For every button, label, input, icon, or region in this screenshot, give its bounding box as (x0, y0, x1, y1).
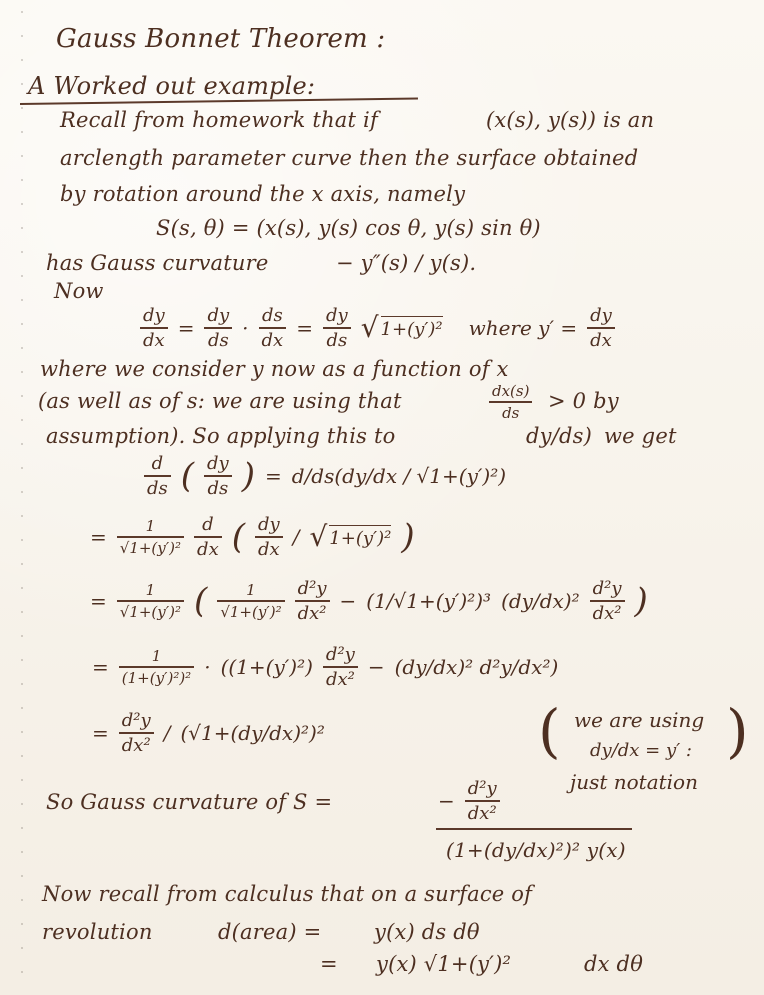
equals-sign-5: = (90, 589, 107, 614)
minus-sign-2: − (367, 655, 385, 680)
paragraph-line-4: S(s, θ) = (x(s), y(s) cos θ, y(s) sin θ) (156, 216, 541, 240)
page-subtitle: A Worked out example: (28, 72, 316, 100)
fraction-dy-ds-1: $\frac{dy}{ds}$ (204, 307, 232, 350)
paragraph-line-10: So Gauss curvature of S = (46, 790, 333, 814)
paragraph-line-8b: > 0 by (548, 389, 619, 413)
close-paren-3: ) (634, 581, 648, 622)
paragraph-line-12b: d(area) = (218, 920, 322, 944)
equals-sign-7: = (92, 721, 109, 746)
sqrt-expression-1: √ 1+(y′)² (360, 310, 443, 344)
equals-sign-6: = (92, 655, 109, 680)
fraction-dy-ds-inner: $\frac{dy}{ds}$ (204, 455, 232, 498)
fraction-inverse-root-2: $\frac{1}{\text{√1+(y′)²}}$ (117, 583, 184, 620)
slash-1: / (292, 525, 300, 550)
fraction-d-ds: $\frac{d}{ds}$ (144, 455, 171, 498)
root-squared-expression: (√1+(dy/dx)²)² (180, 721, 325, 746)
equals-sign-3: = (265, 464, 282, 489)
paragraph-line-13c: dx dθ (584, 952, 644, 976)
paragraph-line-1: Recall from homework that if (60, 108, 378, 132)
multiply-dot-2: · (204, 655, 211, 680)
paragraph-line-9c: we get (604, 424, 677, 448)
slash-2: / (163, 721, 171, 746)
fraction-inverse-root: $\frac{1}{\text{√1+(y′)²}}$ (117, 519, 184, 556)
multiply-dot: · (242, 316, 249, 341)
fraction-d-dx: $\frac{d}{dx}$ (194, 516, 222, 559)
equals-sign-1: = (177, 316, 195, 341)
close-paren-2: ) (401, 517, 415, 558)
page-title: Gauss Bonnet Theorem : (56, 24, 386, 54)
fraction-where-dy-dx: $\frac{dy}{dx}$ (587, 307, 615, 350)
fraction-dx-s-ds: $\frac{dx(s)}{ds}$ (489, 384, 532, 421)
paragraph-line-9: assumption). So applying this to (46, 424, 396, 448)
formula-line-5 (92, 712, 325, 755)
formula-dy-dx-chain (140, 307, 615, 350)
fraction-d2y-dx2-1: $\frac{\text{d²y}}{\text{dx²}}$ (295, 580, 330, 623)
fraction-d2y-dx2-3: $\frac{\text{d²y}}{\text{dx²}}$ (323, 646, 358, 689)
paragraph-line-13: = (320, 952, 338, 976)
fraction-dy-dx-2: $\frac{dy}{dx}$ (255, 516, 283, 559)
margin-dots-decoration (18, 0, 26, 995)
formula-line-3 (90, 580, 648, 623)
open-paren-3: ( (194, 581, 208, 622)
expression-tail: (dy/dx)² d²y/dx²) (394, 655, 559, 680)
paragraph-line-11: Now recall from calculus that on a surface of (42, 882, 533, 906)
fraction-ds-dx: $\frac{ds}{dx}$ (259, 307, 287, 350)
paragraph-line-7: where we consider y now as a function of x (40, 357, 509, 381)
open-paren-2: ( (231, 517, 245, 558)
fraction-dy-dx: $\frac{dy}{dx}$ (140, 307, 168, 350)
fraction-dy-ds-2: $\frac{dy}{ds}$ (323, 307, 351, 350)
minus-sign-3: − (438, 789, 455, 814)
gauss-curvature-denominator: (1+(dy/dx)²)² y(x) (446, 838, 626, 862)
open-paren-1: ( (180, 456, 195, 497)
paragraph-line-5: has Gauss curvature (46, 251, 269, 275)
fraction-d2y-dx2-curvature: $\frac{\text{d²y}}{\text{dx²}}$ (465, 780, 500, 823)
formula-dx-ds (489, 384, 532, 421)
paragraph-line-3: by rotation around the x axis, namely (60, 182, 466, 206)
fraction-inverse-root-3: $\frac{1}{\text{√1+(y′)²}}$ (217, 583, 284, 620)
paragraph-line-6: Now (54, 279, 104, 303)
sqrt-expression-2: √ 1+(y′)² (309, 519, 392, 553)
paragraph-line-12c: y(x) ds dθ (374, 920, 480, 944)
paragraph-line-5b: − y″(s) / y(s). (336, 251, 477, 275)
squared-derivative: (dy/dx)² (501, 589, 580, 614)
expression-start: ((1+(y′)²) (220, 655, 313, 680)
where-text: where y′ = (468, 316, 578, 341)
paragraph-line-2: arclength parameter curve then the surface obtained (60, 146, 639, 170)
equals-sign-2: = (296, 316, 313, 341)
formula-derivative-of-dy-ds (144, 455, 506, 498)
cube-expression: (1/√1+(y′)²)³ (366, 589, 492, 614)
gauss-curvature-fraction-bar (436, 828, 632, 830)
fraction-d2y-dx2-2: $\frac{\text{d²y}}{\text{dx²}}$ (590, 580, 625, 623)
close-paren-1: ) (241, 456, 255, 497)
paragraph-line-13b: y(x) √1+(y′)² (376, 952, 512, 976)
notation-note-line-2: dy/dx = y′ : (590, 740, 692, 761)
paragraph-line-8: (as well as of s: we are using that (38, 389, 402, 413)
notation-note-line-1: we are using (574, 708, 705, 732)
paragraph-line-9b: dy/ds) (526, 424, 592, 448)
fraction-inverse-square: $\frac{1}{\text{(1+(y′)²)²}}$ (119, 649, 194, 686)
note-right-parenthesis: ) (726, 697, 749, 765)
equals-sign-4: = (90, 525, 107, 550)
notation-note-line-3: just notation (570, 770, 698, 794)
note-left-parenthesis: ( (538, 697, 561, 765)
fraction-d2y-dx2-final: $\frac{\text{d²y}}{\text{dx²}}$ (119, 712, 154, 755)
paragraph-line-1b: (x(s), y(s)) is an (486, 108, 655, 132)
gauss-curvature-numerator (438, 780, 500, 823)
paragraph-line-12: revolution (42, 920, 153, 944)
derivative-rhs-text: d/ds(dy/dx / √1+(y′)²) (291, 464, 507, 489)
formula-line-2 (90, 516, 415, 559)
minus-sign-1: − (339, 589, 357, 614)
formula-line-4 (92, 646, 558, 689)
